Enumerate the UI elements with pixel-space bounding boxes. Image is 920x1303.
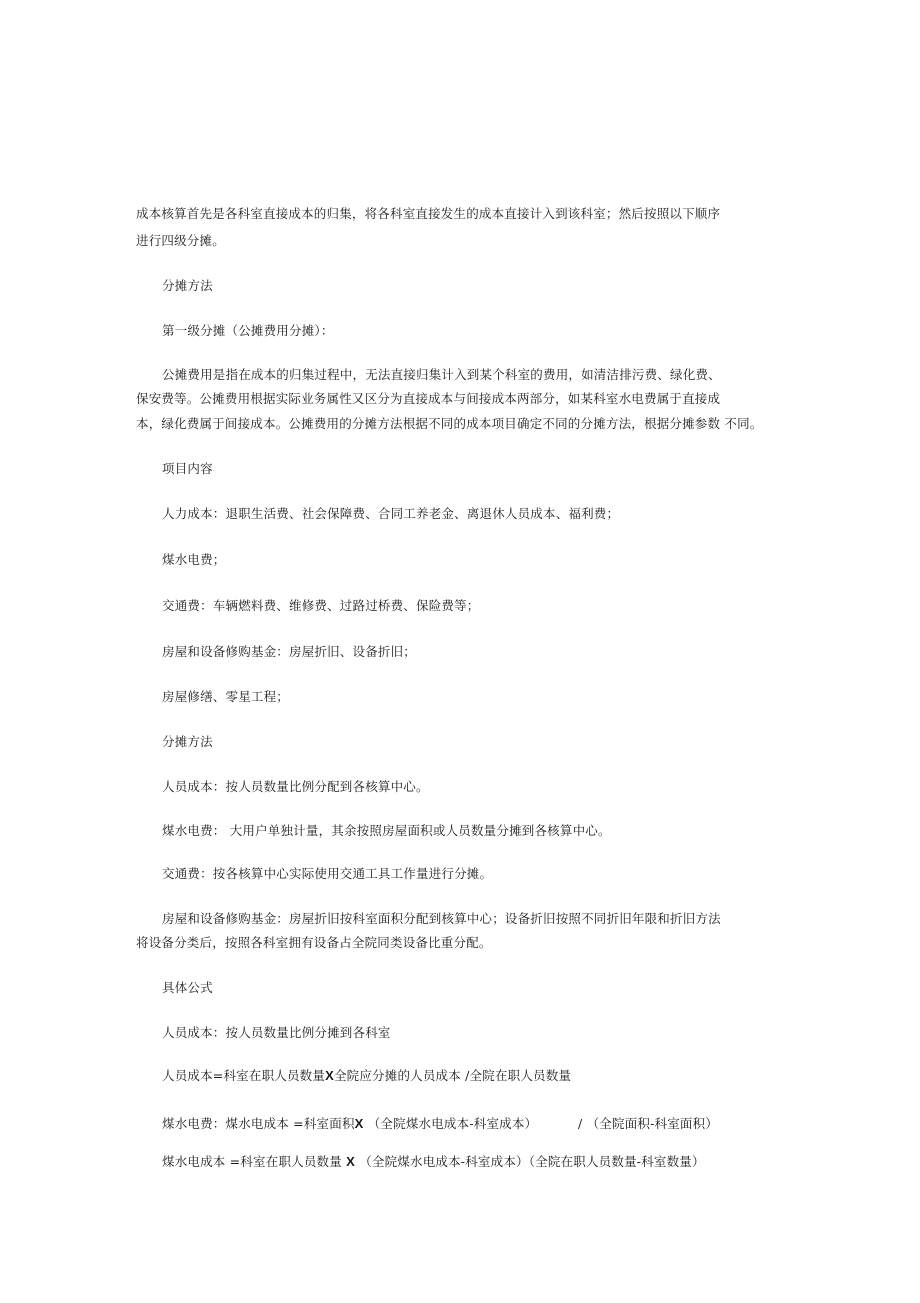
- formula-utility-part-a: 煤水电费：煤水电成本 =科室面积: [162, 1116, 355, 1131]
- item-building: 房屋和设备修购基金：房屋折旧、设备折旧；: [162, 644, 417, 659]
- formula-utility-area: [162, 1116, 537, 1132]
- formula-staff-part-a: 人员成本=科室在职人员数量: [162, 1068, 326, 1083]
- method-transport: 交通费：按各核算中心实际使用交通工具工作量进行分摊。: [162, 866, 493, 881]
- shared-paragraph-line-2: 保安费等。公摊费用根据实际业务属性又区分为直接成本与间接成本两部分，如某科室水电费属于直接成: [136, 391, 721, 406]
- heading-items: 项目内容: [162, 461, 213, 476]
- multiply-symbol: X: [346, 1154, 356, 1169]
- intro-line-2: 进行四级分摊。: [136, 233, 225, 248]
- formula-utility-staff: [162, 1154, 705, 1170]
- method-staff: 人员成本：按人员数量比例分配到各核算中心。: [162, 779, 429, 794]
- item-labor: 人力成本：退职生活费、社会保障费、合同工养老金、离退休人员成本、福利费；: [162, 506, 620, 521]
- multiply-symbol: X: [325, 1068, 334, 1083]
- formula-utility2-part-a: 煤水电成本 =科室在职人员数量: [162, 1154, 342, 1169]
- item-utility: 煤水电费；: [162, 552, 226, 567]
- shared-paragraph-line-1: 公摊费用是指在成本的归集过程中，无法直接归集计入到某个科室的费用，如清洁排污费、绿化费、: [162, 367, 721, 382]
- method-utility: 煤水电费： 大用户单独计量，其余按照房屋面积或人员数量分摊到各核算中心。: [162, 823, 611, 838]
- formula-staff-title: 人员成本：按人员数量比例分摊到各科室: [162, 1025, 391, 1040]
- item-transport: 交通费：车辆燃料费、维修费、过路过桥费、保险费等；: [162, 598, 480, 613]
- item-repair: 房屋修缮、零星工程；: [162, 689, 290, 704]
- heading-formula: 具体公式: [162, 980, 213, 995]
- method-building-line-2: 将设备分类后，按照各科室拥有设备占全院同类设备比重分配。: [136, 935, 492, 950]
- formula-staff-part-b: 全院应分摊的人员成本 /全院在职人员数量: [333, 1068, 572, 1083]
- formula-utility-part-b: （全院煤水电成本-科室成本）: [367, 1116, 538, 1131]
- formula-utility2-part-b: （全院煤水电成本-科室成本）（全院在职人员数量-科室数量）: [359, 1154, 705, 1169]
- multiply-symbol: X: [354, 1116, 364, 1131]
- method-building-line-1: 房屋和设备修购基金：房屋折旧按科室面积分配到核算中心；设备折旧按照不同折旧年限和折旧方法: [162, 911, 721, 926]
- heading-method-2: 分摊方法: [162, 734, 213, 749]
- formula-utility-part-c: （全院面积-科室面积）: [586, 1116, 719, 1131]
- heading-level1: 第一级分摊（公摊费用分摊）：: [162, 323, 334, 338]
- formula-utility-divisor: [578, 1116, 718, 1132]
- formula-staff: [162, 1068, 571, 1084]
- heading-method: 分摊方法: [162, 278, 213, 293]
- divide-symbol: /: [578, 1116, 583, 1131]
- shared-paragraph-line-3: 本，绿化费属于间接成本。公摊费用的分摊方法根据不同的成本项目确定不同的分摊方法，根据分摊参数 不同。: [136, 416, 763, 431]
- intro-line-1: 成本核算首先是各科室直接成本的归集，将各科室直接发生的成本直接计入到该科室；然后按照以下顺序: [136, 206, 721, 221]
